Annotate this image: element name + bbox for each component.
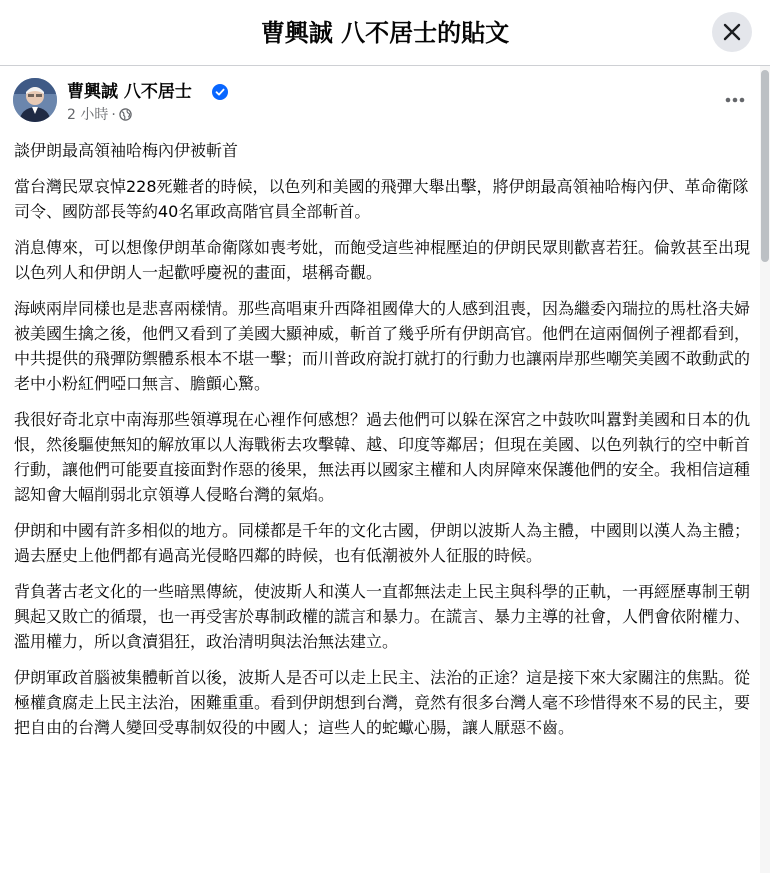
more-options-button[interactable] <box>717 88 753 112</box>
close-button[interactable] <box>712 12 752 52</box>
scrollbar-thumb[interactable] <box>761 70 769 262</box>
post-paragraph: 當台灣民眾哀悼228死難者的時候，以色列和美國的飛彈大舉出擊，將伊朗最高領袖哈梅內伊、革命衛隊司令、國防部長等約40名軍政高階官員全部斬首。 <box>14 177 749 221</box>
dialog-title: 曹興誠 八不居士的貼文 <box>260 19 510 47</box>
more-options-icon <box>717 88 753 112</box>
globe-icon <box>119 108 132 121</box>
close-icon <box>723 23 741 41</box>
post-paragraph: 伊朗和中國有許多相似的地方。同樣都是千年的文化古國，伊朗以波斯人為主體，中國則以漢人為主體；過去歷史上他們都有過高光侵略四鄰的時候，也有低潮被外人征服的時候。 <box>14 521 751 565</box>
verified-badge-icon <box>212 84 228 100</box>
dialog-header <box>0 0 770 66</box>
post-paragraph: 消息傳來，可以想像伊朗革命衛隊如喪考妣，而飽受這些神棍壓迫的伊朗民眾則歡喜若狂。倫敦甚至出現以色列人和伊朗人一起歡呼慶祝的畫面，堪稱奇觀。 <box>14 238 751 282</box>
post-paragraph: 海峽兩岸同樣也是悲喜兩樣情。那些高唱東升西降祖國偉大的人感到沮喪，因為繼委內瑞拉的馬杜洛夫婦被美國生擒之後，他們又看到了美國大顯神威，斬首了幾乎所有伊朗高官。他們在這兩個例子裡都看到，中共提供的飛彈防禦體系根本不堪一擊；而川普政府說打就打的行動力也讓兩岸那些嘲笑美國不敢動武的老中小粉紅們啞口無言、膽顫心驚。 <box>14 299 751 393</box>
author-name[interactable]: 曹興誠 八不居士 <box>67 82 192 102</box>
post-paragraph: 伊朗軍政首腦被集體斬首以後，波斯人是否可以走上民主、法治的正途？這是接下來大家關注的焦點。從極權貪腐走上民主法治，困難重重。看到伊朗想到台灣，竟然有很多台灣人毫不珍惜得來不易的民主，要把自由的台灣人變回受專制奴役的中國人；這些人的蛇蠍心腸，讓人厭惡不齒。 <box>14 668 751 737</box>
post-header <box>13 78 743 128</box>
avatar[interactable] <box>13 78 57 122</box>
post-paragraph: 背負著古老文化的一些暗黑傳統，使波斯人和漢人一直都無法走上民主與科學的正軌，一再經歷專制王朝興起又敗亡的循環，也一再受害於專制政權的謊言和暴力。在謊言、暴力主導的社會，人們會依附權力、濫用權力，所以貪瀆猖狂，政治清明與法治無法建立。 <box>14 582 751 651</box>
meta-separator: · <box>111 107 116 123</box>
post-meta <box>67 106 132 124</box>
post-paragraph: 我很好奇北京中南海那些領導現在心裡作何感想？過去他們可以躲在深宮之中鼓吹叫囂對美國和日本的仇恨，然後驅使無知的解放軍以人海戰術去攻擊韓、越、印度等鄰居；但現在美國、以色列執行的空中斬首行動，讓他們可能要直接面對作惡的後果，無法再以國家主權和人肉屏障來保護他們的安全。我相信這種認知會大幅削弱北京領導人侵略台灣的氣焰。 <box>14 410 751 504</box>
post-paragraph: 談伊朗最高領袖哈梅內伊被斬首 <box>14 141 239 160</box>
post-time[interactable]: 2 小時 <box>67 107 109 123</box>
post-body <box>14 138 752 751</box>
